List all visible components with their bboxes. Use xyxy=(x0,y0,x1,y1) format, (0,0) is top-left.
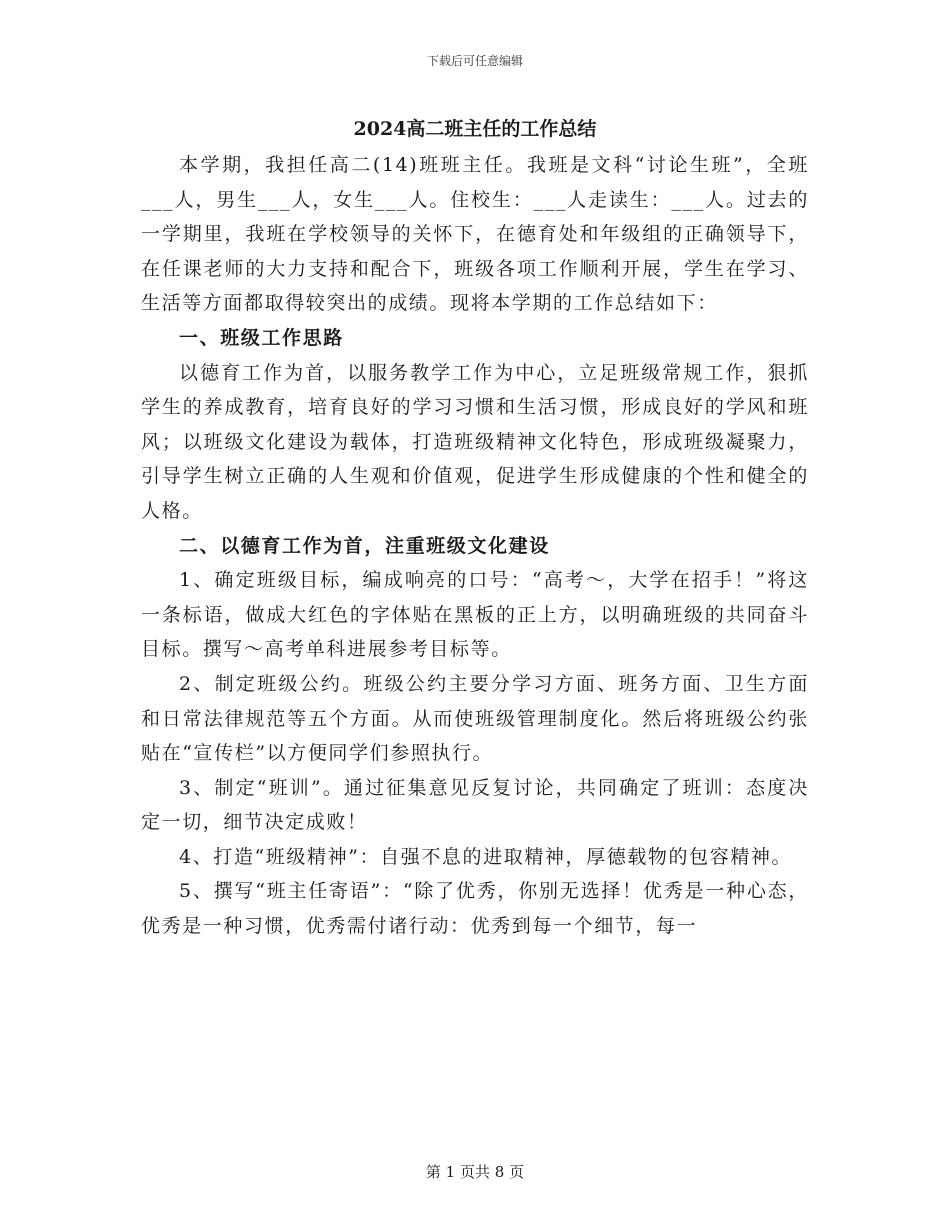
document-title: 2024高二班主任的工作总结 xyxy=(353,118,597,140)
paragraph-item-3: 3、制定“班训”。通过征集意见反复讨论，共同确定了班训：态度决定一切，细节决定成败！ xyxy=(141,776,809,834)
paragraph-item-2: 2、制定班级公约。班级公约主要分学习方面、班务方面、卫生方面和日常法律规范等五个方面。从而使班级管理制度化。然后将班级公约张贴在“宣传栏”以方便同学们参照执行。 xyxy=(141,672,809,765)
paragraph-approach: 以德育工作为首，以服务教学工作为中心，立足班级常规工作，狠抓学生的养成教育，培育良好的学习习惯和生活习惯，形成良好的学风和班风；以班级文化建设为载体，打造班级精神文化特色，形成班级凝聚力，引导学生树立正确的人生观和价值观，促进学生形成健康的个性和健全的人格。 xyxy=(141,361,809,522)
paragraph-intro: 本学期，我担任高二(14)班班主任。我班是文科“讨论生班”，全班___人，男生___人，女生___人。住校生：___人走读生：___人。过去的一学期里，我班在学校领导的关怀下，在德育处和年级组的正确领导下，在任课老师的大力支持和配合下，班级各项工作顺利开展，学生在学习、生活等方面都取得较突出的成绩。现将本学期的工作总结如下： xyxy=(141,154,809,315)
document-body xyxy=(141,148,809,944)
header-note: 下载后可任意编辑 xyxy=(426,54,523,68)
paragraph-item-5: 5、撰写“班主任寄语”：“除了优秀，你别无选择！优秀是一种心态，优秀是一种习惯，优秀需付诸行动：优秀到每一个细节，每一 xyxy=(141,880,809,938)
section-heading-2: 二、以德育工作为首，注重班级文化建设 xyxy=(179,534,550,557)
paragraph-item-4: 4、打造“班级精神”：自强不息的进取精神，厚德载物的包容精神。 xyxy=(179,845,793,868)
section-heading-1: 一、班级工作思路 xyxy=(179,326,344,349)
paragraph-item-1: 1、确定班级目标，编成响亮的口号：“高考～，大学在招手！”将这一条标语，做成大红色的字体贴在黑板的正上方，以明确班级的共同奋斗目标。撰写～高考单科进展参考目标等。 xyxy=(141,569,809,661)
page-footer: 第 1 页共 8 页 xyxy=(425,1163,525,1181)
